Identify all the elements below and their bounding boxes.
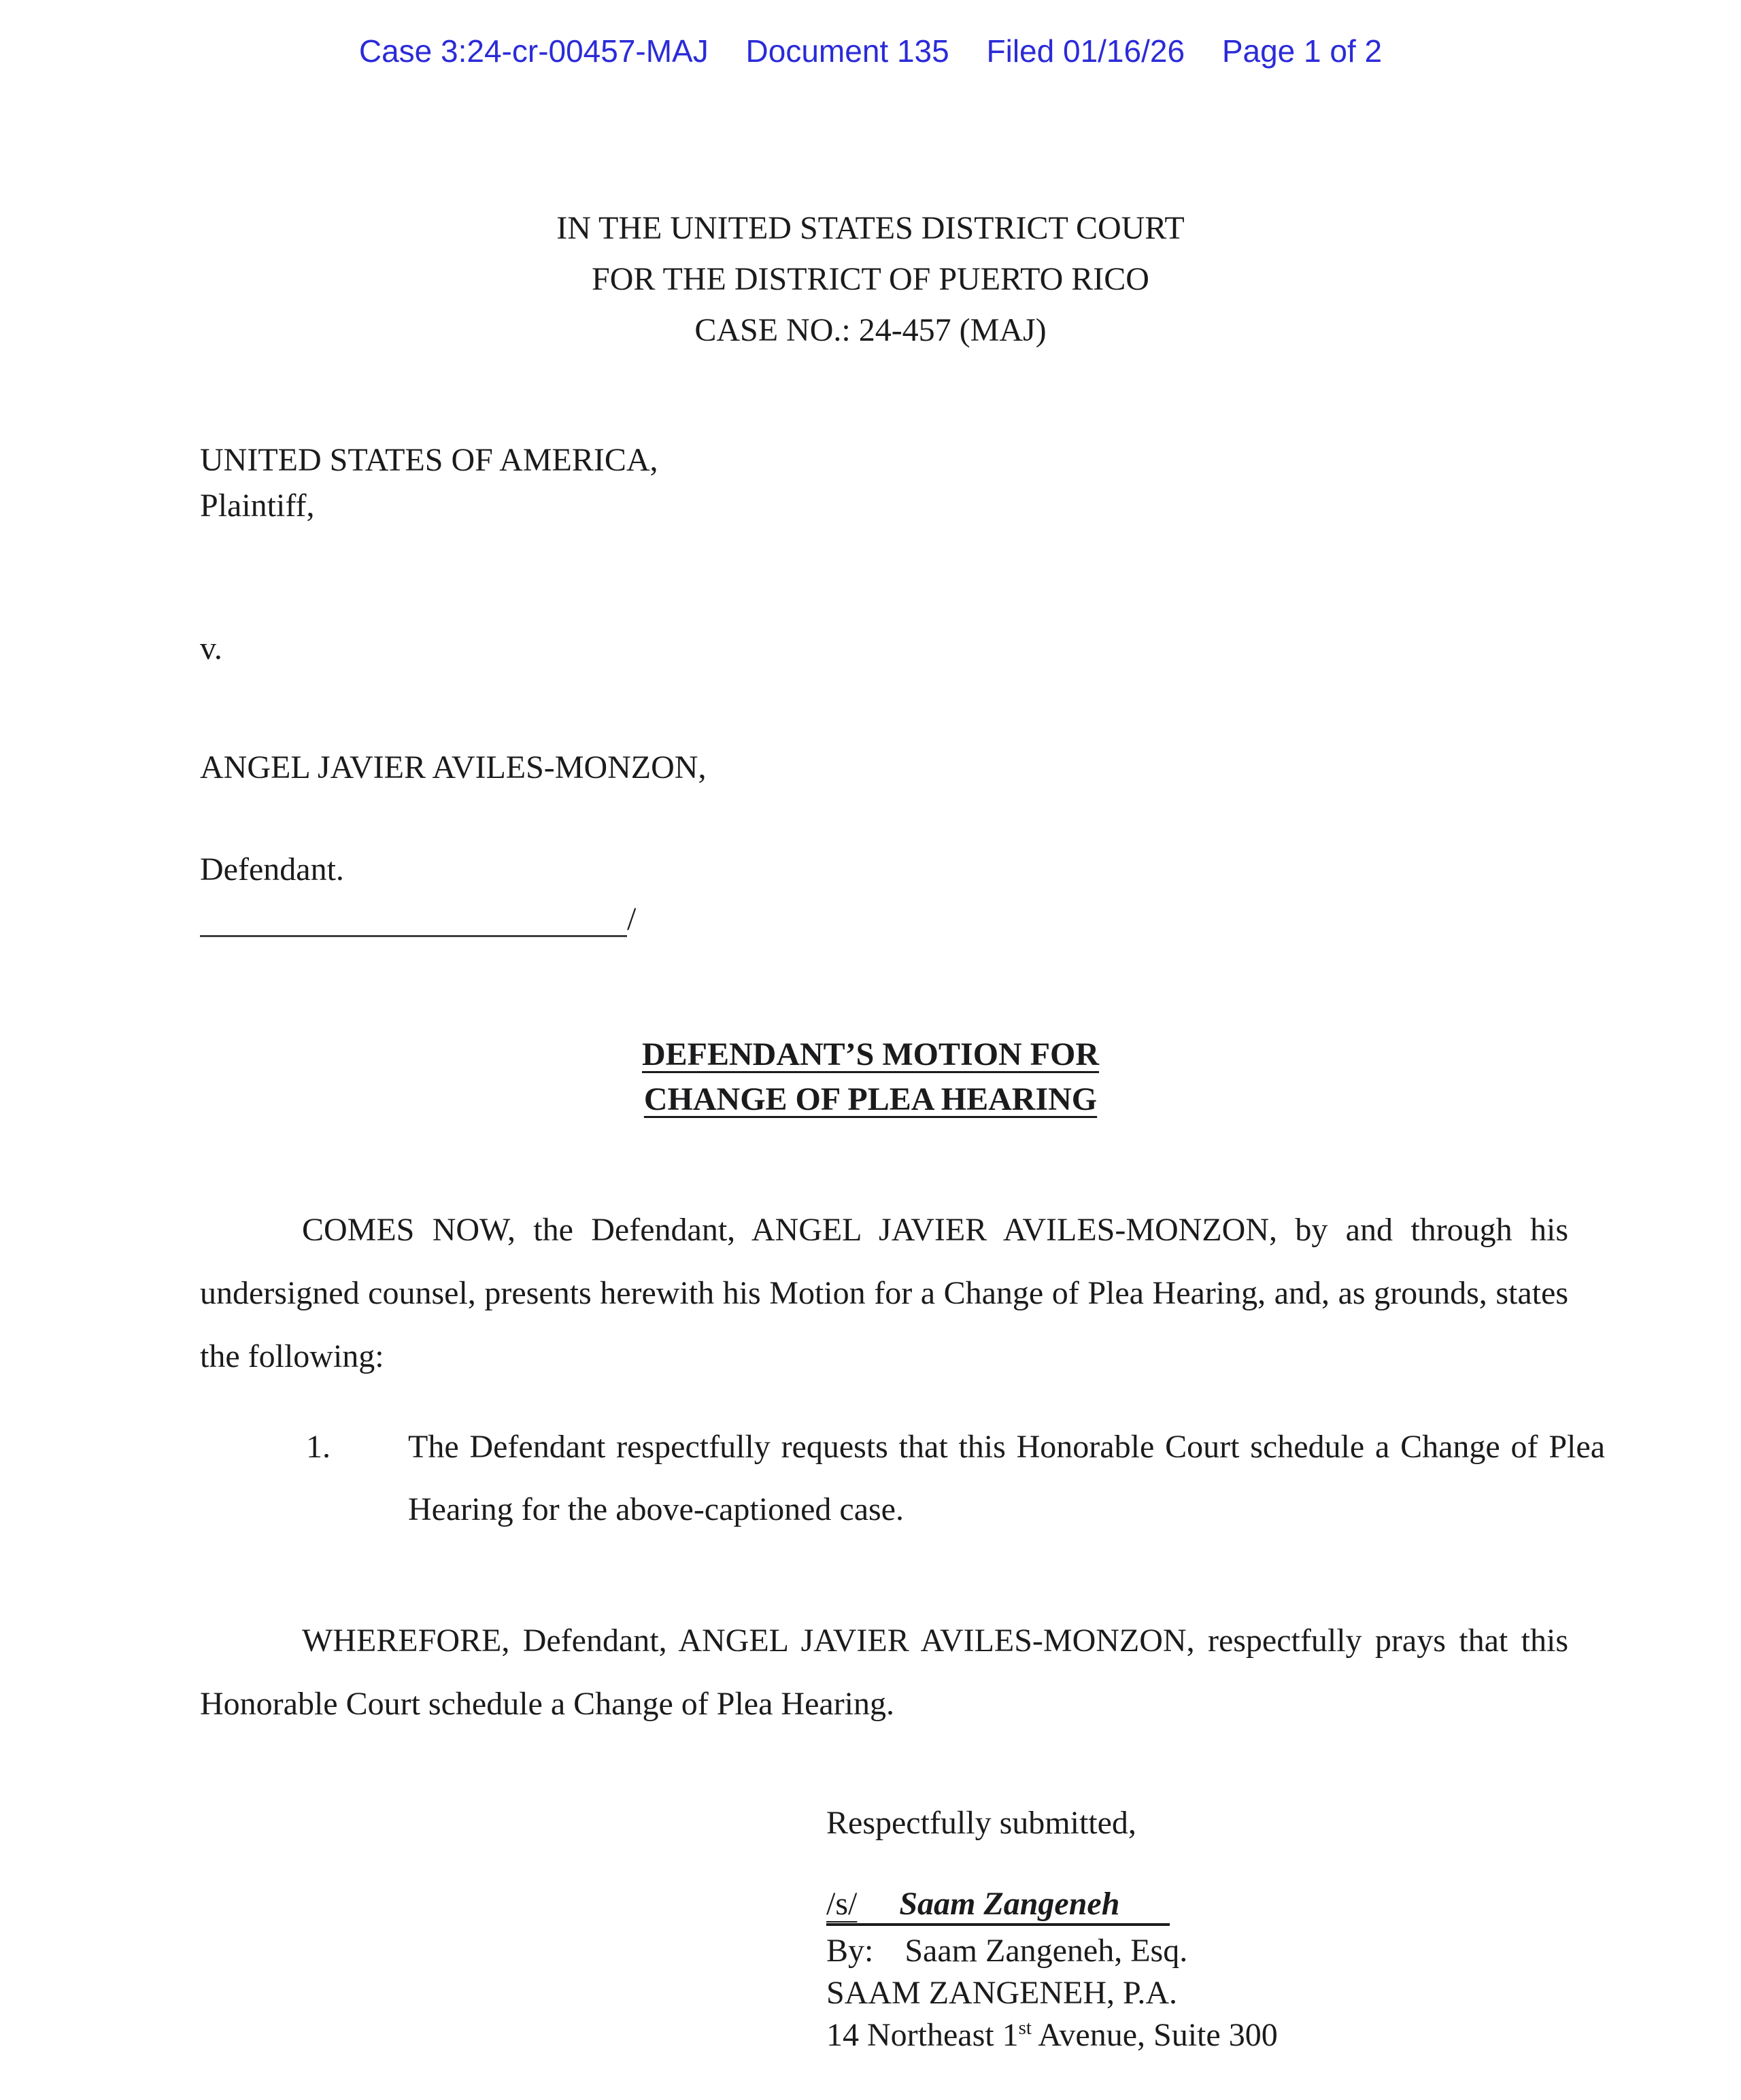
address-street-post: Avenue, Suite 300 — [1031, 2017, 1278, 2053]
caption-court-line2: FOR THE DISTRICT OF PUERTO RICO — [592, 261, 1149, 297]
defendant-name: ANGEL JAVIER AVILES-MONZON, — [200, 749, 707, 785]
signature-line — [826, 1882, 1170, 1926]
motion-title-line1: DEFENDANT’S MOTION FOR — [641, 1036, 1100, 1072]
separator-slash: / — [627, 901, 637, 937]
separator-underline — [200, 893, 627, 937]
stamp-document-number: Document 135 — [745, 33, 949, 69]
respectfully-submitted: Respectfully submitted, — [826, 1805, 1136, 1841]
plaintiff-name: UNITED STATES OF AMERICA, — [200, 442, 658, 478]
caption-court-line1: IN THE UNITED STATES DISTRICT COURT — [556, 210, 1185, 246]
attorney-typed-name: Saam Zangeneh, Esq. — [905, 1933, 1188, 1969]
by-label: By: — [826, 1933, 874, 1969]
item-1-text: The Defendant respectfully requests that this Honorable Court schedule a Change of Plea Hearing for the above-captioned case. — [408, 1429, 1605, 1527]
signature-by-line — [826, 1930, 1187, 1972]
wherefore-paragraph: WHEREFORE, Defendant, ANGEL JAVIER AVILES-MONZON, respectfully prays that this Honorable Court schedule a Change of Plea Hearing. — [200, 1623, 1568, 1722]
law-firm-name: SAAM ZANGENEH, P.A. — [826, 1975, 1178, 2011]
motion-title-line2: CHANGE OF PLEA HEARING — [643, 1081, 1098, 1117]
defendant-role: Defendant. — [200, 851, 344, 887]
stamp-case-number: Case 3:24-cr-00457-MAJ — [358, 33, 709, 69]
address-ordinal-suffix: st — [1018, 2017, 1032, 2039]
stamp-page-number: Page 1 of 2 — [1221, 33, 1383, 69]
plaintiff-role: Plaintiff, — [200, 488, 315, 524]
caption-separator — [200, 895, 636, 937]
versus-label: v. — [200, 630, 222, 666]
ecf-filing-stamp — [0, 33, 1741, 69]
stamp-filed-date: Filed 01/16/26 — [986, 33, 1185, 69]
attorney-signature-name: Saam Zangeneh — [899, 1886, 1120, 1922]
firm-address — [826, 2014, 1278, 2056]
motion-title — [0, 1032, 1741, 1122]
court-caption — [0, 203, 1741, 356]
caption-case-number: CASE NO.: 24-457 (MAJ) — [694, 312, 1047, 348]
item-1-number: 1. — [306, 1429, 331, 1465]
address-street-pre: 14 Northeast 1 — [826, 2017, 1019, 2053]
intro-paragraph: COMES NOW, the Defendant, ANGEL JAVIER AVILES-MONZON, by and through his undersigned counsel, presents herewith his Motion for a Change of Plea Hearing, and, as grounds, states the following: — [200, 1212, 1568, 1374]
electronic-signature-slash-s: /s/ — [826, 1886, 858, 1922]
